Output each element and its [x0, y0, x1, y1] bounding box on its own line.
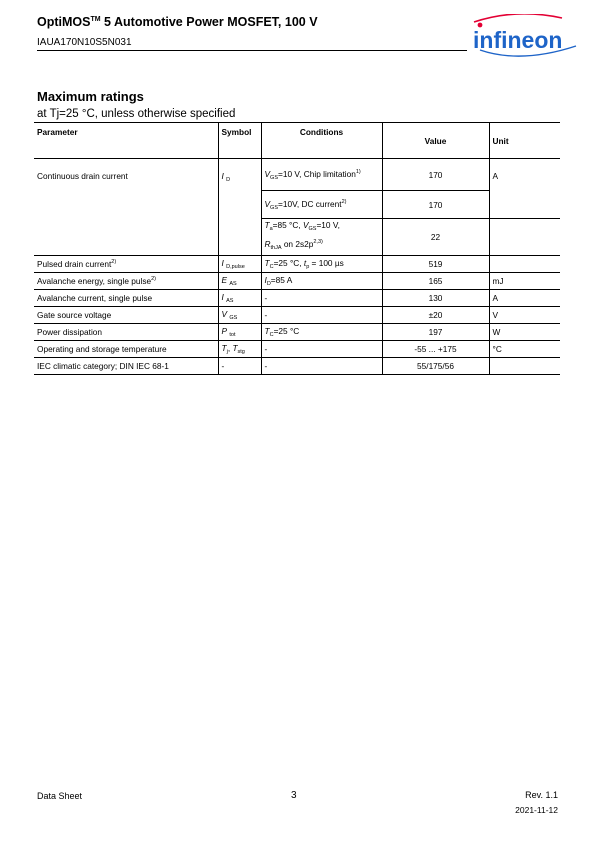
param-cell: Power dissipation [34, 324, 218, 341]
footer-date: 2021-11-12 [515, 805, 558, 815]
header-parameter: Parameter [34, 123, 218, 159]
param-cell: Pulsed drain current$^{2)}$ [34, 256, 218, 273]
symbol-cell: E $_{AS}$ [218, 273, 261, 290]
table-row [34, 273, 560, 290]
title-product: OptiMOS [37, 15, 91, 29]
symbol-cell: I $_{D,pulse}$ [218, 256, 261, 273]
table-row [34, 358, 560, 375]
symbol-cell: I $_D$ [218, 159, 261, 256]
title-trademark: TM [90, 16, 101, 23]
param-cell: Operating and storage temperature [34, 341, 218, 358]
value-cell: 197 [382, 324, 489, 341]
header-value: Value [382, 123, 489, 159]
logo-wordmark: infineon [473, 27, 563, 53]
table-header-row [34, 123, 560, 159]
conditions-cell: - [261, 358, 382, 375]
value-cell: 130 [382, 290, 489, 307]
table-row [34, 290, 560, 307]
symbol-cell: I $_{AS}$ [218, 290, 261, 307]
header-unit: Unit [489, 123, 560, 159]
conditions-cell: - [261, 307, 382, 324]
value-cell: 519 [382, 256, 489, 273]
table-row [34, 341, 560, 358]
value-cell: 22 [382, 219, 489, 256]
conditions-cell: - [261, 290, 382, 307]
unit-cell: A [489, 159, 560, 219]
footer-doc-type: Data Sheet [37, 791, 83, 801]
unit-cell: V [489, 307, 560, 324]
conditions-cell: $T_C=25$ °C [261, 324, 382, 341]
unit-cell: °C [489, 341, 560, 358]
value-cell: -55 ... +175 [382, 341, 489, 358]
conditions-cell: $T_C=25$ °C, $t_p = 100$ µs [261, 256, 382, 273]
table-row [34, 256, 560, 273]
conditions-cell: $V_{GS}=10$ V, Chip limitation$^{1)}$ [261, 159, 382, 191]
table-row [34, 324, 560, 341]
param-cell: IEC climatic category; DIN IEC 68-1 [34, 358, 218, 375]
section-title: Maximum ratings [37, 89, 144, 104]
header-divider [37, 50, 467, 51]
table-row [34, 159, 560, 191]
unit-cell: A [489, 290, 560, 307]
param-cell: Continuous drain current [34, 159, 218, 256]
value-cell: 170 [382, 159, 489, 191]
symbol-cell: P $_{tot}$ [218, 324, 261, 341]
unit-cell [489, 256, 560, 273]
unit-cell: W [489, 324, 560, 341]
value-cell: 165 [382, 273, 489, 290]
part-number: IAUA170N10S5N031 [37, 37, 132, 48]
document-title [37, 15, 318, 29]
value-cell: ±20 [382, 307, 489, 324]
conditions-cell: - [261, 341, 382, 358]
param-cell: Avalanche energy, single pulse$^{2)}$ [34, 273, 218, 290]
header-conditions: Conditions [261, 123, 382, 159]
param-cell: Avalanche current, single pulse [34, 290, 218, 307]
symbol-cell: V $_{GS}$ [218, 307, 261, 324]
unit-cell [489, 219, 560, 256]
unit-cell: mJ [489, 273, 560, 290]
conditions-cell: $V_{GS}=10V$, DC current$^{2)}$ [261, 191, 382, 219]
param-cell: Gate source voltage [34, 307, 218, 324]
footer-page-number: 3 [291, 790, 297, 801]
title-description: 5 Automotive Power MOSFET, 100 V [100, 15, 318, 29]
unit-cell [489, 358, 560, 375]
conditions-cell: $I_D=85$ A [261, 273, 382, 290]
symbol-cell: $T_j$, $T_{stg}$ [218, 341, 261, 358]
symbol-cell: - [218, 358, 261, 375]
footer-revision: Rev. 1.1 [525, 790, 558, 800]
conditions-cell: $T_a=85$ °C, $V_{GS}=10$ V, $R_{thJA}$ on $2s2p^{2,3)}$ [261, 219, 382, 256]
value-cell: 170 [382, 191, 489, 219]
value-cell: 55/175/56 [382, 358, 489, 375]
maximum-ratings-table [34, 122, 560, 375]
infineon-logo [466, 14, 584, 62]
header-symbol: Symbol [218, 123, 261, 159]
section-subtitle: at Tj=25 °C, unless otherwise specified [37, 108, 236, 120]
table-row [34, 307, 560, 324]
